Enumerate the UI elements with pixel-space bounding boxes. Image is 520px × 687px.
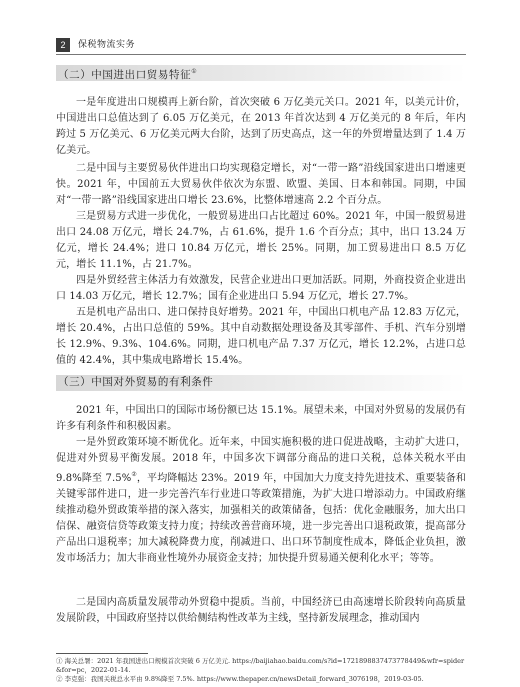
paragraph [56, 435, 466, 567]
paragraph: 五是机电产品出口、进口保持良好增势。2021 年，中国出口机电产品 12.83 万亿元，增长 20.4%，占出口总值的 59%。其中自动数据处理设备及其零部件、手机、汽车分别增长 12.9%、9.3%、104.6%。同期，进口机电产品 7.37 万亿元，增长 12.2%，占进口总值的 42.4%，其中集成电路增长 15.4%。 [56, 307, 466, 366]
page-number: 2 [56, 38, 70, 52]
footnote-rule [56, 653, 148, 654]
paragraph: 二是国内高质量发展带动外贸稳中提质。当前，中国经济已由高速增长阶段转向高质量发展阶段，中国政府坚持以供给侧结构性改革为主线，坚持新发展理念，推动国内 [56, 597, 466, 624]
section-title-text: （二）中国进出口贸易特征 [58, 69, 192, 81]
footnote-1: ① 海关总署：2021 年我国进出口规模首次突破 6 万亿美元. https://baijiahao.baidu.com/s?id=1721898837473778449&wfr=spider&for=pc，2022-01-14. [56, 657, 465, 674]
section-heading-2 [56, 62, 466, 82]
section-heading-3 [56, 372, 466, 392]
footnote-ref-2[interactable]: ② [131, 471, 137, 478]
section-title [58, 62, 197, 85]
paragraph-text: ，平均降幅达 23%。2019 年，中国加大力度支持先进技术、重要装备和关键零部件进口，进一步完善汽车行业进口等政策措施，为扩大进口增添动力。中国政府继续推动稳外贸政策举措的深入落实，加强相关的政策储备，包括：优化金融服务，加大出口信保、融资信贷等政策支持力度；持续改善营商环境，进一步完善出口退税政策，提高部分产品出口退税率；加大减税降费力度，削减进口、出口环节制度性成本，降低企业负担，激发市场活力；加大非商业性境外办展资金支持；加快提升贸易通关便利化水平；等等。 [56, 473, 466, 564]
paragraph: 四是外贸经营主体活力有效激发，民营企业进出口更加活跃。同期，外商投资企业进出口 14.03 万亿元，增长 12.7%；国有企业进出口 5.94 万亿元，增长 27.7%。 [56, 275, 466, 302]
paragraph: 2021 年，中国出口的国际市场份额已达 15.1%。展望未来，中国对外贸易的发展仍有许多有利条件和积极因素。 [56, 405, 466, 432]
footnote-ref-1[interactable]: ① [191, 68, 198, 75]
page-header [56, 38, 466, 52]
section-title: （三）中国对外贸易的有利条件 [58, 376, 214, 388]
header-rule [56, 54, 466, 55]
paragraph: 三是贸易方式进一步优化，一般贸易进出口占比超过 60%。2021 年，中国一般贸易进出口 24.08 万亿元，增长 24.7%，占 61.6%，提升 1.6 个百分点；其中，出口 13.24 万亿元，增长 24.4%；进口 10.84 万亿元，增长 25%。同期，加工贸易进出口 8.5 万亿元，增长 11.1%，占 21.7%。 [56, 211, 466, 270]
paragraph: 二是中国与主要贸易伙伴进出口均实现稳定增长，对“一带一路”沿线国家进出口增速更快。2021 年，中国前五大贸易伙伴依次为东盟、欧盟、美国、日本和韩国。同期，中国对“一带一路”沿线国家进出口增长 23.6%，比整体增速高 2.2 个百分点。 [56, 163, 466, 206]
running-title: 保税物流实务 [78, 40, 136, 50]
footnote-2: ② 李克强：我国关税总水平由 9.8%降至 7.5%. https://www.thepaper.cn/newsDetail_forward_3076198，2019-03-05. [56, 675, 424, 683]
paragraph: 一是年度进出口规模再上新台阶，首次突破 6 万亿美元关口。2021 年，以美元计价，中国进出口总值达到了 6.05 万亿美元，在 2013 年首次达到 4 万亿美元的 8 年后，年内跨过 5 万亿美元、6 万亿美元两大台阶，达到了历史高点，这一年的外贸增量达到了 1.4 万亿美元。 [56, 97, 466, 156]
paragraph-text: 一是外贸政策环境不断优化。近年来，中国实施积极的进口促进战略，主动扩大进口，促进对外贸易平衡发展。2018 年，中国多次下调部分商品的进口关税，总体关税水平由 9.8%降至 7.5% [56, 437, 466, 484]
